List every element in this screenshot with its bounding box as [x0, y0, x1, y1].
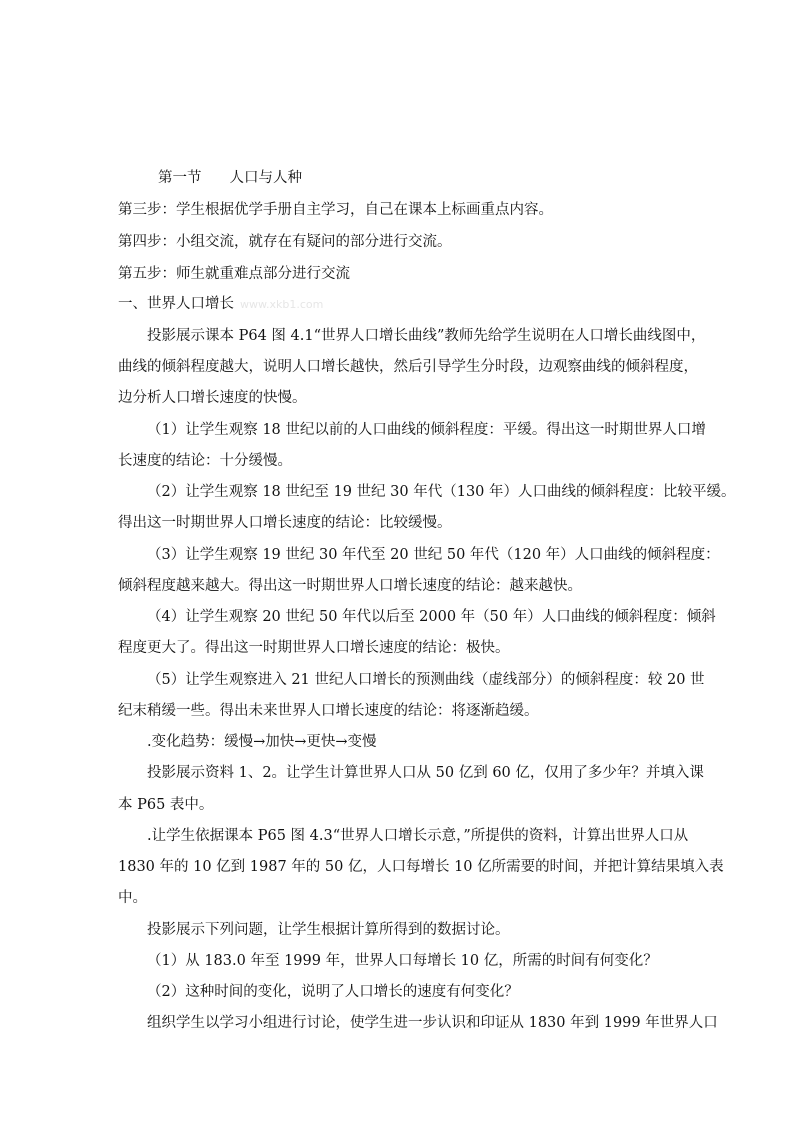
- paragraph-line: .让学生依据课本 P65 图 4.3“世界人口增长示意，”所提供的资料，计算出世界人口从: [147, 828, 689, 844]
- paragraph-line: .变化趋势：缓慢→加快→更快→变慢: [147, 734, 377, 750]
- paragraph-line: 曲线的倾斜程度越大，说明人口增长越快，然后引导学生分时段，边观察曲线的倾斜程度，: [118, 359, 698, 375]
- watermark: www.xkb1.com: [240, 298, 324, 311]
- paragraph-line: 1830 年的 10 亿到 1987 年的 50 亿，人口每增长 10 亿所需要的时间，并把计算结果填入表: [118, 859, 724, 875]
- paragraph-line: 投影展示下列问题，让学生根据计算所得到的数据讨论。: [147, 922, 510, 938]
- paragraph-line: （3）让学生观察 19 世纪 30 年代至 20 世纪 50 年代（120 年）人口曲线的倾斜程度：: [147, 547, 720, 563]
- paragraph-line: （1）从 183.0 年至 1999 年，世界人口每增长 10 亿，所需的时间有何变化？: [147, 953, 658, 969]
- paragraph-line: 纪末稍缓一些。得出未来世界人口增长速度的结论：将逐渐趋缓。: [118, 703, 539, 719]
- paragraph-line: 程度更大了。得出这一时期世界人口增长速度的结论：极快。: [118, 640, 510, 656]
- heading-text: 一、世界人口增长: [118, 296, 234, 312]
- paragraph-line: 第五步：师生就重难点部分进行交流: [118, 266, 350, 282]
- paragraph-line: （2）让学生观察 18 世纪至 19 世纪 30 年代（130 年）人口曲线的倾斜程度：比较平缓。: [147, 484, 736, 500]
- paragraph-line: 第三步：学生根据优学手册自主学习，自己在课本上标画重点内容。: [118, 202, 553, 218]
- paragraph-line: 中。: [118, 890, 147, 906]
- paragraph-line: 组织学生以学习小组进行讨论，使学生进一步认识和印证从 1830 年到 1999 年世界人口: [147, 1015, 718, 1031]
- paragraph-line: （5）让学生观察进入 21 世纪人口增长的预测曲线（虚线部分）的倾斜程度：较 20 世: [147, 672, 705, 688]
- section-title: [158, 166, 302, 187]
- paragraph-line: 得出这一时期世界人口增长速度的结论：比较缓慢。: [118, 515, 452, 531]
- paragraph-line: （4）让学生观察 20 世纪 50 年代以后至 2000 年（50 年）人口曲线的倾斜程度：倾斜: [147, 609, 716, 625]
- paragraph-line: 投影展示课本 P64 图 4.1“世界人口增长曲线”教师先给学生说明在人口增长曲线图中，: [147, 328, 706, 344]
- paragraph-line: 长速度的结论：十分缓慢。: [118, 453, 292, 469]
- paragraph-line: 倾斜程度越来越大。得出这一时期世界人口增长速度的结论：越来越快。: [118, 578, 582, 594]
- section-number: 第一节: [158, 170, 202, 186]
- paragraph-line: 边分析人口增长速度的快慢。: [118, 390, 307, 406]
- paragraph-line: （1）让学生观察 18 世纪以前的人口曲线的倾斜程度：平缓。得出这一时期世界人口增: [147, 422, 706, 438]
- paragraph-line: 本 P65 表中。: [118, 797, 214, 813]
- paragraph-line: 第四步：小组交流，就存在有疑问的部分进行交流。: [118, 234, 452, 250]
- section-topic: 人口与人种: [229, 170, 302, 186]
- paragraph-line: 投影展示资料 1、2。让学生计算世界人口从 50 亿到 60 亿，仅用了多少年？并填入课: [147, 765, 704, 781]
- paragraph-line: （2）这种时间的变化，说明了人口增长的速度有何变化？: [147, 984, 519, 1000]
- heading-line: [118, 292, 323, 313]
